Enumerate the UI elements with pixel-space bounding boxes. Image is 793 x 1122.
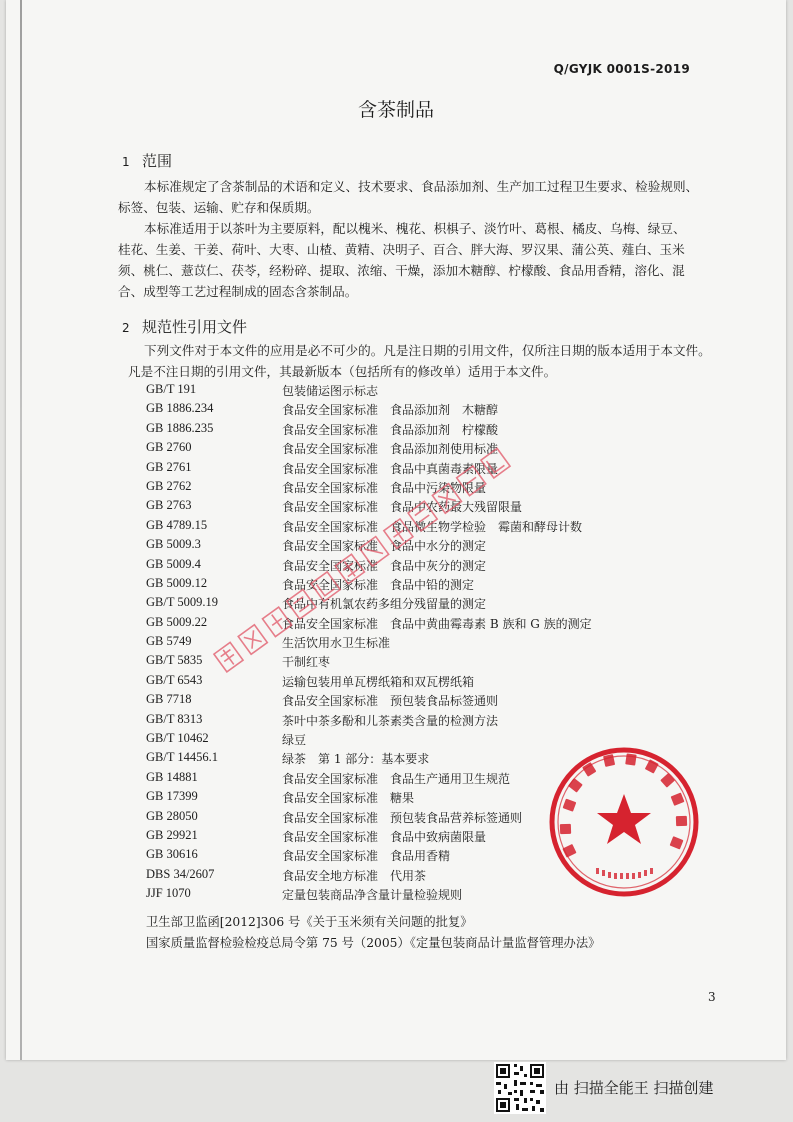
scanner-credit-text: 由 扫描全能王 扫描创建 [554, 1079, 714, 1097]
reference-name: 食品安全国家标准 预包装食品标签通则 [282, 694, 499, 709]
reference-code: GB 7718 [146, 692, 192, 707]
references-intro [128, 340, 726, 382]
reference-name: 食品安全国家标准 食品添加剂 柠檬酸 [282, 422, 499, 437]
reference-code: GB/T 6543 [146, 672, 203, 687]
reference-name: 食品安全国家标准 食品中水分的测定 [282, 539, 487, 554]
reference-name: 食品安全国家标准 糖果 [282, 791, 415, 806]
reference-code: GB 1886.235 [146, 420, 214, 435]
reference-name: 绿豆 [282, 733, 307, 748]
scanner-footer [494, 1062, 784, 1116]
reference-code: GB/T 5835 [146, 653, 203, 668]
reference-code: GB 14881 [146, 769, 198, 784]
reference-name: 食品中有机氯农药多组分残留量的测定 [282, 597, 487, 612]
reference-name: 食品安全国家标准 食品中灰分的测定 [282, 558, 487, 573]
reference-name: 食品安全地方标准 代用茶 [282, 868, 427, 883]
section-title: 规范性引用文件 [142, 318, 248, 336]
reference-code: GB 2761 [146, 459, 192, 474]
section-heading-normative-references [122, 316, 247, 337]
reference-code: GB/T 8313 [146, 711, 203, 726]
reference-name: 食品安全国家标准 食品中农药最大残留限量 [282, 500, 523, 515]
reference-item [146, 576, 616, 595]
reference-item [146, 537, 616, 556]
text-line: 合、成型等工艺过程制成的固态含茶制品。 [118, 284, 358, 299]
reference-code: GB 17399 [146, 789, 198, 804]
reference-code: GB 5749 [146, 634, 192, 649]
reference-item [146, 460, 616, 479]
section-number: 1 [122, 155, 130, 169]
reference-name: 食品安全国家标准 食品添加剂使用标准 [282, 442, 499, 457]
reference-item [146, 634, 616, 653]
reference-code: GB 1886.234 [146, 401, 214, 416]
reference-code: GB 30616 [146, 847, 198, 862]
reference-item [146, 692, 616, 711]
reference-item [146, 421, 616, 440]
reference-code: JJF 1070 [146, 886, 191, 901]
reference-item [146, 479, 616, 498]
reference-code: GB 5009.4 [146, 556, 201, 571]
reference-name: 食品安全国家标准 食品中铅的测定 [282, 577, 475, 592]
document-title: 含茶制品 [357, 99, 434, 121]
reference-extra-1: 卫生部卫监函[2012]306 号《关于玉米须有关问题的批复》 [146, 915, 473, 929]
reference-code: GB 2760 [146, 440, 192, 455]
reference-code: GB 28050 [146, 808, 198, 823]
reference-code: DBS 34/2607 [146, 866, 215, 881]
reference-item [146, 401, 616, 420]
reference-item [146, 595, 616, 614]
reference-code: GB/T 10462 [146, 731, 209, 746]
reference-name: 食品安全国家标准 食品生产通用卫生规范 [282, 771, 511, 786]
reference-item [146, 557, 616, 576]
reference-code: GB 5009.22 [146, 614, 208, 629]
reference-item [146, 653, 616, 672]
reference-name: 食品安全国家标准 食品微生物学检验 霉菌和酵母计数 [282, 519, 583, 534]
reference-item [146, 615, 616, 634]
reference-code: GB 4789.15 [146, 517, 208, 532]
reference-item [146, 712, 616, 731]
reference-code: GB 2763 [146, 498, 192, 513]
text-line: 本标准规定了含茶制品的术语和定义、技术要求、食品添加剂、生产加工过程卫生要求、检验规则、 [144, 179, 699, 194]
reference-name: 食品安全国家标准 食品中黄曲霉毒素 B 族和 G 族的测定 [282, 616, 592, 631]
reference-name: 生活饮用水卫生标准 [282, 636, 391, 651]
qr-code-icon[interactable] [494, 1062, 546, 1114]
reference-name: 定量包装商品净含量计量检验规则 [282, 888, 463, 903]
reference-name: 运输包装用单瓦楞纸箱和双瓦楞纸箱 [282, 674, 475, 689]
reference-code: GB/T 191 [146, 382, 197, 396]
text-line: 下列文件对于本文件的应用是必不可少的。凡是注日期的引用文件，仅所注日期的版本适用于本文件。 [144, 343, 711, 358]
reference-code: GB 5009.3 [146, 537, 201, 552]
reference-item [146, 518, 616, 537]
reference-name: 食品安全国家标准 食品中致病菌限量 [282, 829, 487, 844]
reference-item [146, 673, 616, 692]
reference-name: 食品安全国家标准 预包装食品营养标签通则 [282, 810, 523, 825]
document-page [6, 0, 786, 1060]
reference-code: GB 29921 [146, 827, 198, 842]
scope-paragraph [118, 176, 716, 302]
reference-name: 食品安全国家标准 食品中污染物限量 [282, 480, 487, 495]
reference-code: GB 5009.12 [146, 575, 208, 590]
reference-item [146, 498, 616, 517]
reference-name: 干制红枣 [282, 655, 331, 670]
reference-item [146, 382, 616, 401]
scan-edge-shadow [20, 0, 22, 1060]
section-heading-scope [122, 150, 172, 171]
text-line: 须、桃仁、薏苡仁、茯苓，经粉碎、提取、浓缩、干燥，添加木糖醇、柠檬酸、食品用香精，溶化、混 [118, 263, 685, 278]
reference-name: 包装储运图示标志 [282, 384, 379, 398]
section-title: 范围 [142, 152, 173, 170]
section-number: 2 [122, 321, 130, 335]
text-line: 本标准适用于以茶叶为主要原料，配以槐米、槐花、枳椇子、淡竹叶、葛根、橘皮、乌梅、绿豆、 [144, 221, 686, 236]
reference-name: 食品安全国家标准 食品中真菌毒素限量 [282, 461, 499, 476]
text-line: 桂花、生姜、干姜、荷叶、大枣、山楂、黄精、决明子、百合、胖大海、罗汉果、蒲公英、薤白、玉米 [118, 242, 685, 257]
reference-code: GB/T 14456.1 [146, 750, 218, 765]
reference-name: 茶叶中茶多酚和儿茶素类含量的检测方法 [282, 713, 499, 728]
reference-code: GB 2762 [146, 478, 192, 493]
reference-name: 食品安全国家标准 食品添加剂 木糖醇 [282, 403, 499, 418]
reference-code: GB/T 5009.19 [146, 595, 218, 610]
standard-code: Q/GYJK 0001S-2019 [553, 62, 690, 76]
reference-extra-2: 国家质量监督检验检疫总局令第 75 号（2005）《定量包装商品计量监督管理办法》 [146, 936, 601, 950]
text-line: 凡是不注日期的引用文件，其最新版本（包括所有的修改单）适用于本文件。 [128, 364, 557, 379]
reference-name: 绿茶 第 1 部分：基本要求 [282, 752, 430, 767]
reference-item [146, 440, 616, 459]
page-number: 3 [708, 990, 716, 1004]
text-line: 标签、包装、运输、贮存和保质期。 [118, 200, 320, 215]
reference-name: 食品安全国家标准 食品用香精 [282, 849, 451, 864]
company-seal [544, 742, 704, 902]
